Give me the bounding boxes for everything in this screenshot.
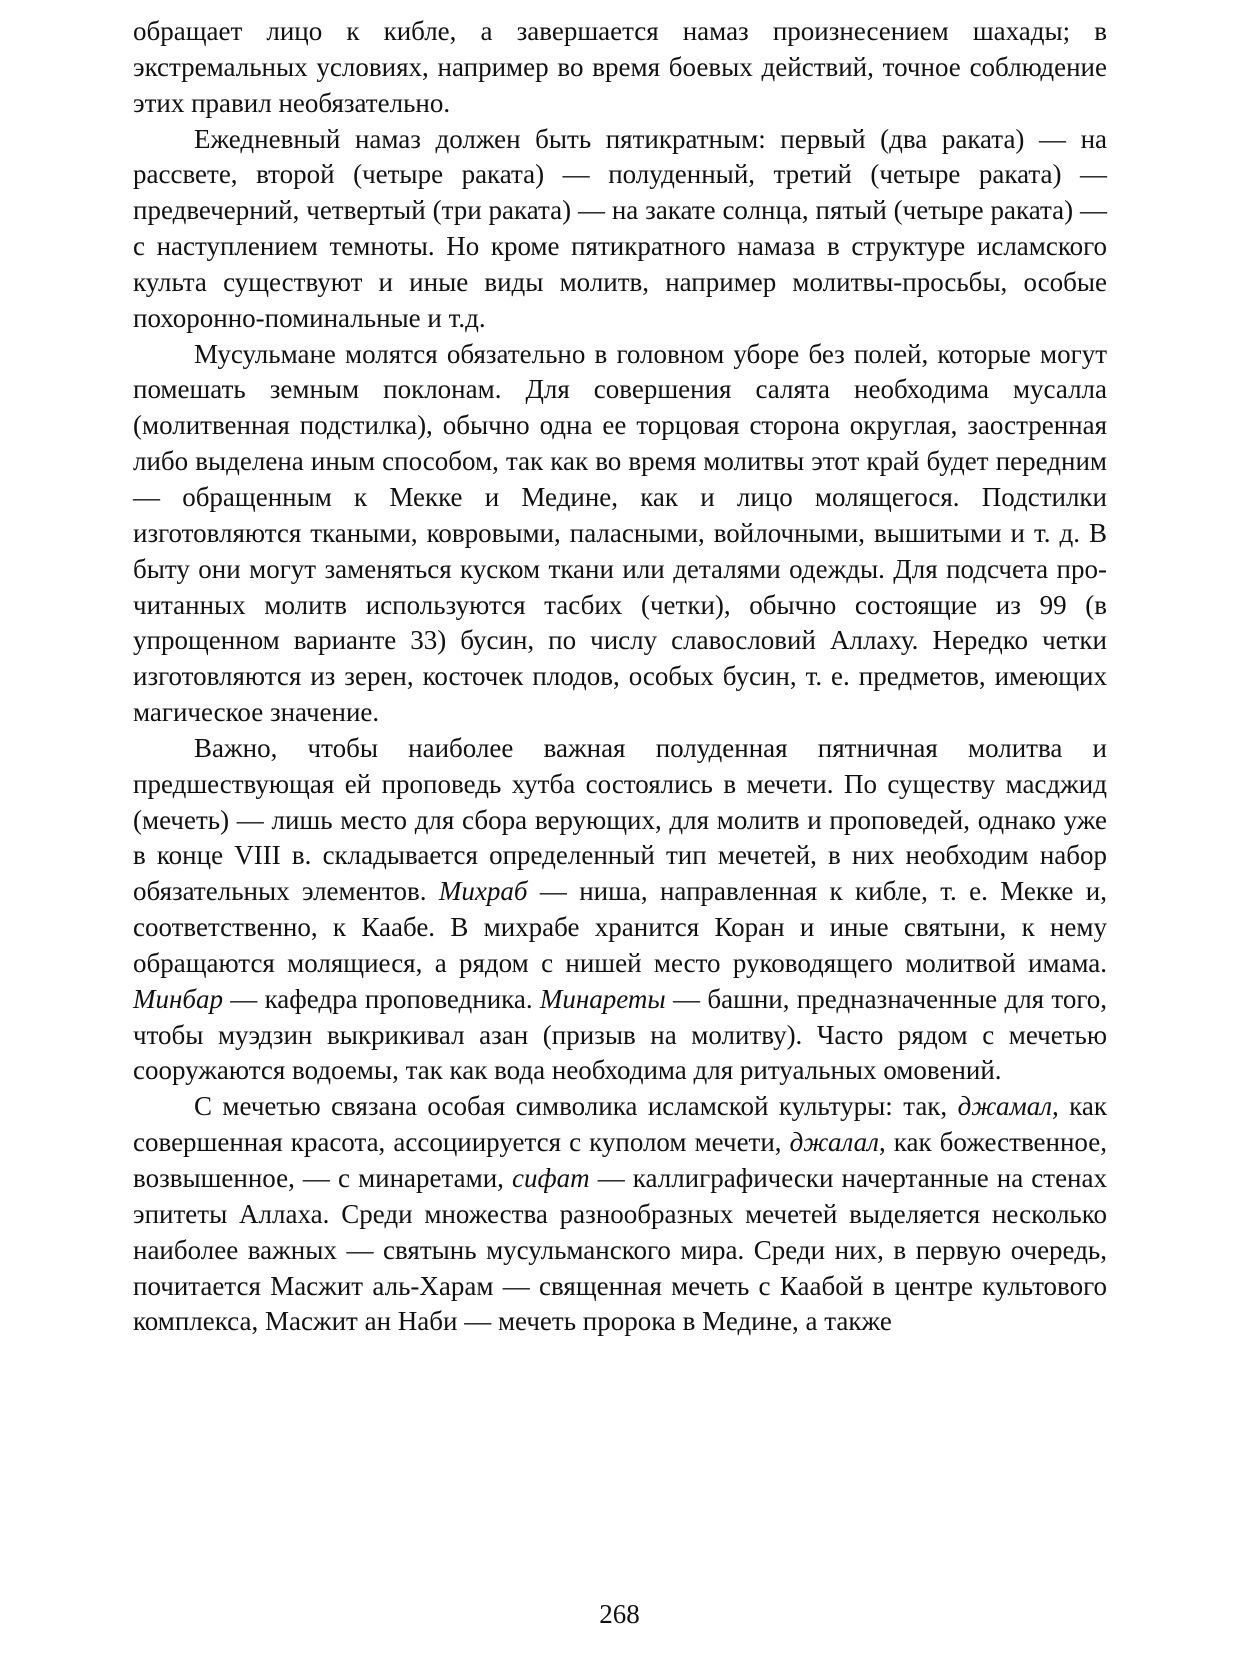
text-run: обращает лицо к кибле, а завершается намаз произнесением шахады; в экстремальных условиях, например во время боевых действий, точное соблюдение этих правил необязательно. (133, 16, 1107, 118)
body-text (133, 14, 1107, 1340)
italic-term: сифат (512, 1163, 590, 1193)
italic-term: Минареты (539, 983, 666, 1014)
paragraph (133, 14, 1107, 122)
italic-term: джалал (789, 1127, 879, 1158)
text-run: Ежедневный намаз должен быть пятикратным: первый (два раката) — на рассвете, второй (четыре раката) — полуденный, третий (четыре раката) — предвечерний, четвертый (три раката) — на закате солнца, пятый (четыре раката) — с наступлением темноты. Но кроме пятикратного намаза в структуре исламского культа существуют и иные виды молитв, например молитвы-просьбы, особые похоронно-поминальные и т.д. (133, 123, 1107, 333)
text-run: — кафедра проповедника. (222, 983, 540, 1014)
italic-term: Минбар (133, 983, 223, 1014)
text-run: С мечетью связана особая символика исламской культуры: так, (194, 1091, 958, 1122)
italic-term: Михраб (438, 876, 528, 907)
italic-term: джамал, (957, 1091, 1059, 1122)
paragraph (133, 337, 1107, 731)
paragraph (133, 731, 1107, 1089)
text-run: — ниша, направленная к кибле, т. е. Мекке и, соответственно, к Каабе. В михрабе хранится Коран и иные святыни, к нему обращаются молящиеся, а рядом с нишей место руководящего молитвой имама. (133, 876, 1107, 978)
paragraph (133, 1089, 1107, 1340)
text-run: Важно, чтобы наиболее важная полуденная пятничная молитва и предшествующая ей проповедь хутба состоялись в мечети. По существу масджид (мечеть) — лишь место для сбора верующих, для молитв и проповедей, однако уже в конце VIII в. складывается определенный тип мечетей, в них необходим набор обязательных элементов. (133, 732, 1107, 907)
page-number: 268 (599, 1599, 640, 1629)
text-run: — башни, предназначенные для того, чтобы муэдзин выкрикивал азан (призыв на молитву). Часто рядом с мечетью сооружаются водоемы, так как вода необходима для ритуальных омовений. (133, 983, 1107, 1086)
text-run: как совершенная красота, ассоциируется с куполом мечети, (133, 1091, 1107, 1158)
text-run: , как божественное, возвышенное, — с минаретами, (133, 1127, 1107, 1193)
text-run: — каллиграфически начертанные на стенах эпитеты Аллаха. Среди множества разнообразных мечетей выделяется несколько наиболее важных — святынь мусульманского мира. Среди них, в первую очередь, почитается Масжит аль-Харам — священная мечеть с Каабой в центре культового комплекса, Масжит ан Наби — мечеть пророка в Медине, а также (133, 1163, 1107, 1337)
paragraph (133, 122, 1107, 337)
text-run: Мусульмане молятся обязательно в головном уборе без полей, которые могут помешать земным поклонам. Для совершения салята необходима мусалла (молитвенная подстилка), обычно одна ее торцовая сторона округлая, заостренная либо выделена иным способом, так как во время молитвы этот край будет передним — обращенным к Мекке и Медине, как и лицо молящегося. Подстилки изготовляются ткаными, ковровыми, паласными, войлочными, вышитыми и т. д. В быту они могут заменяться куском ткани или деталями одежды. Для подсчета прочитанных молитв используются тасбих (четки), обычно состоящие из 99 (в упрощенном варианте 33) бусин, по числу славословий Аллаху. Нередко четки изготовляются из зерен, косточек плодов, особых бусин, т. е. предметов, имеющих магическое значение. (133, 338, 1107, 728)
